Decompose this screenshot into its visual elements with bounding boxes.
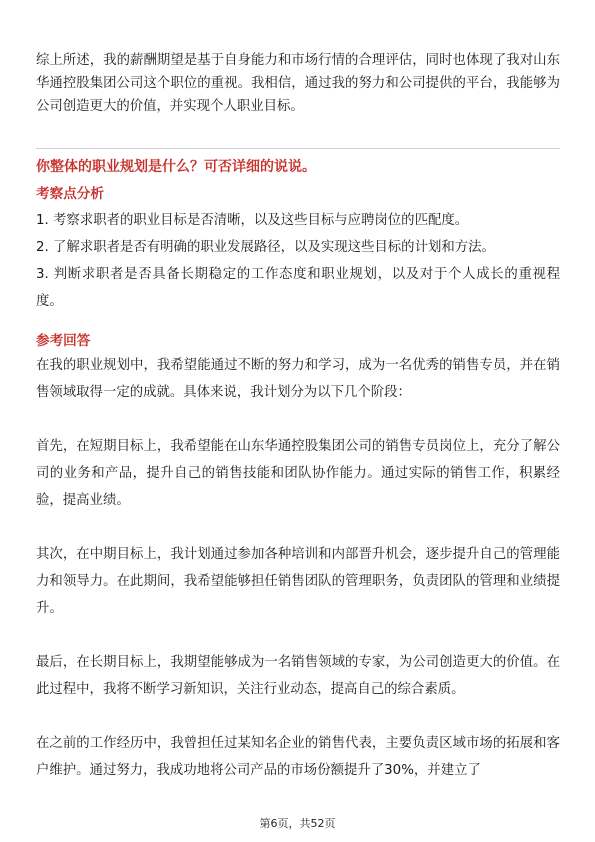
paragraph-spacer bbox=[36, 703, 560, 730]
answer-body bbox=[36, 352, 560, 784]
analysis-list bbox=[36, 207, 560, 315]
analysis-item: 3. 判断求职者是否具备长期稳定的工作态度和职业规划，以及对于个人成长的重视程度。 bbox=[36, 267, 560, 309]
analysis-heading: 考察点分析 bbox=[36, 186, 104, 202]
intro-paragraph: 综上所述，我的薪酬期望是基于自身能力和市场行情的合理评估，同时也体现了我对山东华通控股集团公司这个职位的重视。我相信，通过我的努力和公司提供的平台，我能够为公司创造更大的价值，并实现个人职业目标。 bbox=[36, 53, 560, 114]
answer-paragraph: 最后，在长期目标上，我期望能够成为一名销售领域的专家，为公司创造更大的价值。在此过程中，我将不断学习新知识，关注行业动态，提高自己的综合素质。 bbox=[36, 655, 560, 697]
page-number: 第6页，共52页 bbox=[259, 817, 336, 830]
paragraph-spacer bbox=[36, 514, 560, 541]
paragraph-spacer bbox=[36, 406, 560, 433]
analysis-item: 1. 考察求职者的职业目标是否清晰，以及这些目标与应聘岗位的匹配度。 bbox=[36, 213, 469, 228]
answer-paragraph: 其次，在中期目标上，我计划通过参加各种培训和内部晋升机会，逐步提升自己的管理能力和领导力。在此期间，我希望能够担任销售团队的管理职务，负责团队的管理和业绩提升。 bbox=[36, 547, 560, 616]
intro-section bbox=[36, 49, 560, 118]
paragraph-spacer bbox=[36, 622, 560, 649]
answer-paragraph: 首先，在短期目标上，我希望能在山东华通控股集团公司的销售专员岗位上，充分了解公司的业务和产品，提升自己的销售技能和团队协作能力。通过实际的销售工作，积累经验，提高业绩。 bbox=[36, 439, 560, 508]
answer-heading: 参考回答 bbox=[36, 333, 91, 349]
question-title: 你整体的职业规划是什么？可否详细的说说。 bbox=[36, 159, 316, 175]
section-divider bbox=[36, 148, 560, 149]
answer-paragraph: 在之前的工作经历中，我曾担任过某知名企业的销售代表，主要负责区域市场的拓展和客户维护。通过努力，我成功地将公司产品的市场份额提升了30%，并建立了 bbox=[36, 736, 560, 778]
analysis-item: 2. 了解求职者是否有明确的职业发展路径，以及实现这些目标的计划和方法。 bbox=[36, 240, 495, 255]
answer-paragraph: 在我的职业规划中，我希望能通过不断的努力和学习，成为一名优秀的销售专员，并在销售领域取得一定的成就。具体来说，我计划分为以下几个阶段： bbox=[36, 358, 560, 400]
